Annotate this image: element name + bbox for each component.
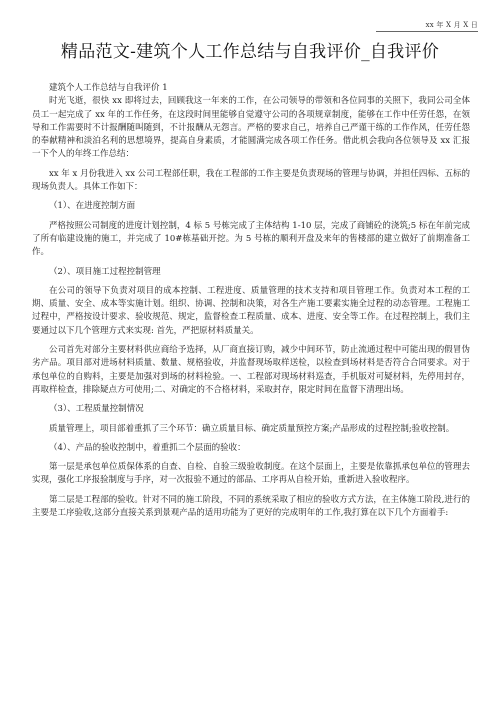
paragraph: 在公司的领导下负责对项目的成本控制、工程进度、质量管理的技术支持和项目管理工作。负责对本工程的工期、质量、安全、成本等实施计划。组织、协调、控制和决策，对各生产施工要素实施全过程的动态管理。工程施工过程中，严格按设计要求、验收规范、规定，监督检查工程质量、成本、进度、安全等工作。在过程控制上，我们主要通过以下几个管理方式来实现: 首先，严把原材料质量关。 xyxy=(32,285,470,336)
paragraph: 第二层是工程部的验收。针对不同的施工阶段，不同的系统采取了相应的验收方式方法，在主体施工阶段,进行的主要是工序验收,这部分直接关系到景观产品的适用功能为了更好的完成明年的工作,我打算在以下几个方面着手: xyxy=(32,494,470,519)
paragraph: 严格按照公司制度的进度计划控制，4 标 5 号栋完成了主体结构 1-10 层，完成了商铺砼的浇筑;5 标在年前完成了所有临建设施的施工，并完成了 10#栋基础开挖。为 5 号栋的顺利开盘及来年的售楼部的建立做好了前期准备工作。 xyxy=(32,220,470,258)
paragraph: 时光飞逝，很快 xx 即将过去，回顾我这一年来的工作，在公司领导的带领和各位同事的关照下，我同公司全体员工一起完成了 xx 年的工作任务，在这段时间里能够自觉遵守公司的各项规章制度，能够在工作中任劳任怨，在领导和工作需要时不计报酬随叫随到，不计报酬从无怨言。严格的要求自己，培养自己严谨干练的工作作风，任劳任怨的奉献精神和淡泊名利的思想境界，提高自身素质，才能圆满完成各项工作任务。借此机会我向各位领导及 xx 汇报一下个人的年终工作总结： xyxy=(32,96,470,160)
subheading: （2）、项目施工过程控制管理 xyxy=(49,266,161,277)
subheading: （4）、产品的验收控制中，着重抓二个层面的验收： xyxy=(49,442,246,453)
document-body xyxy=(32,82,470,520)
subheading: （1）、在进度控制方面 xyxy=(49,201,136,212)
header-rule xyxy=(376,31,478,32)
paragraph: 质量管理上，项目部着重抓了三个环节：确立质量目标、确定质量预控方案;产品形成的过程控制;验收控制。 xyxy=(49,423,455,434)
section-heading: 建筑个人工作总结与自我评价 1 xyxy=(49,83,168,93)
document-title: 精品范文-建筑个人工作总结与自我评价_自我评价 xyxy=(60,42,440,62)
paragraph: 第一层是承包单位质保体系的自查、自检、自验三级验收制度。在这个层面上，主要是依靠抓承包单位的管理去实现，强化工序报验制度与手序，对一次报验不通过的部品、工序再从自检开始，重新进入验收程序。 xyxy=(32,462,470,486)
paragraph: 公司首先对部分主要材料供应商给予选择，从厂商直接订购，减少中间环节，防止流通过程中可能出现的假冒伪劣产品。项目部对进场材料质量、数量、规格验收，并监督现场取样送检，以检查到场材料是否符合合同要求。对于承包单位的自购料，主要是加强对到场的材料检验。一、工程部对现场材料巡查，手机版对可疑材料，先停用封存，再取样检查，排除疑点方可使用;二、对确定的不合格材料，采取封存，限定时间在监督下清理出场。 xyxy=(32,345,470,395)
subheading: （3）、工程质量控制情况 xyxy=(49,404,144,415)
document-date: xx 年 X 月 X 日 xyxy=(425,21,478,29)
paragraph: xx 年 x 月份我进入 xx 公司工程部任职，我在工程部的工作主要是负责现场的管理与协调，并担任四标、五标的现场负责人。具体工作如下： xyxy=(32,168,470,193)
